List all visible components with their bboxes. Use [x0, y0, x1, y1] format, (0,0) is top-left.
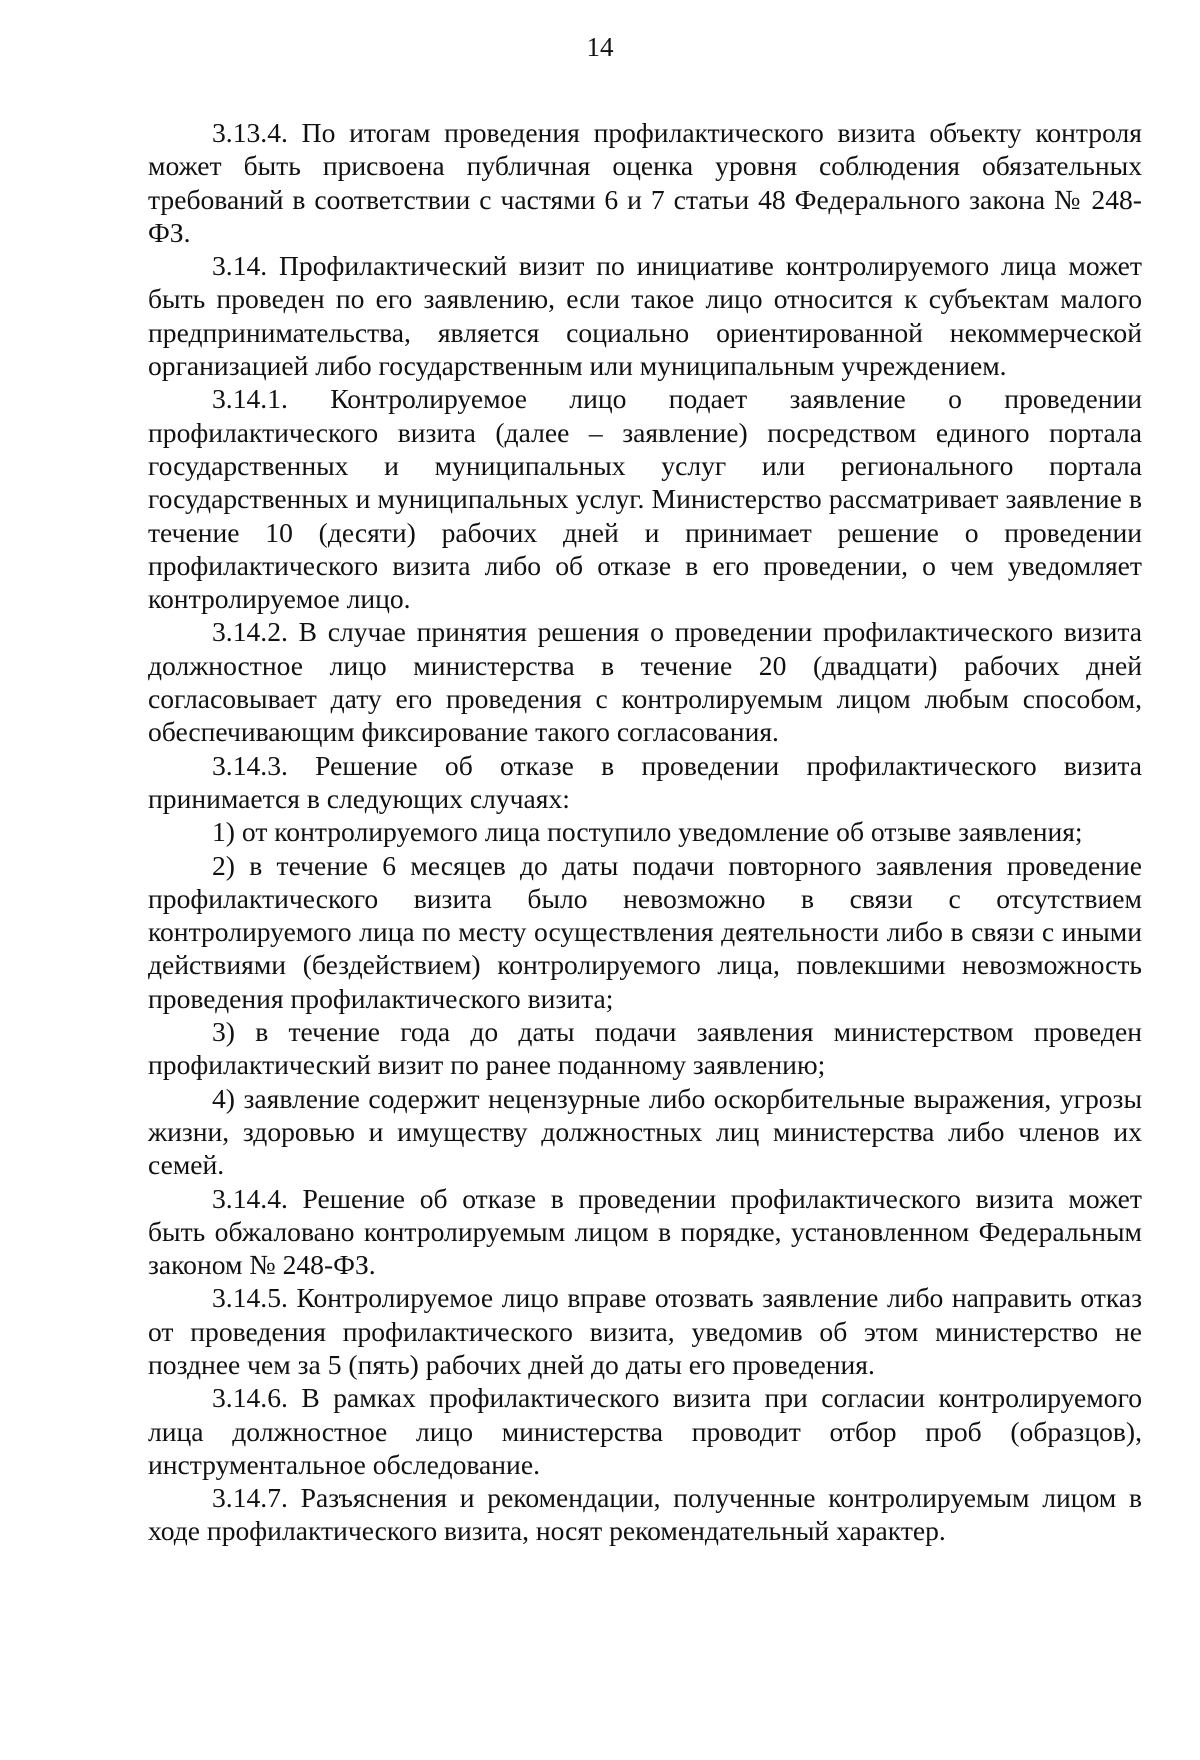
paragraph-3-14-4: 3.14.4. Решение об отказе в проведении профилактического визита может быть обжаловано контролируемым лицом в порядке, установленном Федеральным законом № 248-ФЗ. — [148, 1182, 1142, 1281]
paragraph-3-14-2: 3.14.2. В случае принятия решения о проведении профилактического визита должностное лицо министерства в течение 20 (двадцати) рабочих дней согласовывает дату его проведения с контролируемым лицом любым способом, обеспечивающим фиксирование такого согласования. — [148, 616, 1142, 748]
paragraph-3-13-4: 3.13.4. По итогам проведения профилактического визита объекту контроля может быть присвоена публичная оценка уровня соблюдения обязательных требований в соответствии с частями 6 и 7 статьи 48 Федерального закона № 248-ФЗ. — [148, 117, 1142, 248]
paragraph-3-14: 3.14. Профилактический визит по инициативе контролируемого лица может быть проведен по его заявлению, если такое лицо относится к субъектам малого предпринимательства, является социально ориентированной некоммерческой организацией либо государственным или муниципальным учреждением. — [148, 250, 1142, 382]
page-number: 14 — [586, 32, 614, 62]
list-item-3: 3) в течение года до даты подачи заявления министерством проведен профилактический визит по ранее поданному заявлению; — [148, 1016, 1142, 1081]
paragraph-3-14-7: 3.14.7. Разъяснения и рекомендации, полученные контролируемым лицом в ходе профилактического визита, носят рекомендательный характер. — [148, 1482, 1142, 1547]
document-body — [148, 116, 1142, 1548]
paragraph-3-14-3: 3.14.3. Решение об отказе в проведении профилактического визита принимается в следующих случаях: — [148, 749, 1142, 814]
paragraph-3-14-5: 3.14.5. Контролируемое лицо вправе отозвать заявление либо направить отказ от проведения профилактического визита, уведомив об этом министерство не позднее чем за 5 (пять) рабочих дней до даты его проведения. — [148, 1282, 1142, 1380]
list-item-4: 4) заявление содержит нецензурные либо оскорбительные выражения, угрозы жизни, здоровью и имуществу должностных лиц министерства либо членов их семей. — [148, 1082, 1142, 1181]
paragraph-3-14-6: 3.14.6. В рамках профилактического визита при согласии контролируемого лица должностное лицо министерства проводит отбор проб (образцов), инструментальное обследование. — [148, 1382, 1142, 1480]
list-item-2: 2) в течение 6 месяцев до даты подачи повторного заявления проведение профилактического визита было невозможно в связи с отсутствием контролируемого лица по месту осуществления деятельности либо в связи с иными действиями (бездействием) контролируемого лица, повлекшими невозможность проведения профилактического визита; — [148, 849, 1142, 1014]
paragraph-3-14-1: 3.14.1. Контролируемое лицо подает заявление о проведении профилактического визита (далее – заявление) посредством единого портала государственных и муниципальных услуг или регионального портала государственных и муниципальных услуг. Министерство рассматривает заявление в течение 10 (десяти) рабочих дней и принимает решение о проведении профилактического визита либо об отказе в его проведении, о чем уведомляет контролируемое лицо. — [148, 383, 1142, 615]
list-item-1: 1) от контролируемого лица поступило уведомление об отзыве заявления; — [212, 816, 1083, 848]
